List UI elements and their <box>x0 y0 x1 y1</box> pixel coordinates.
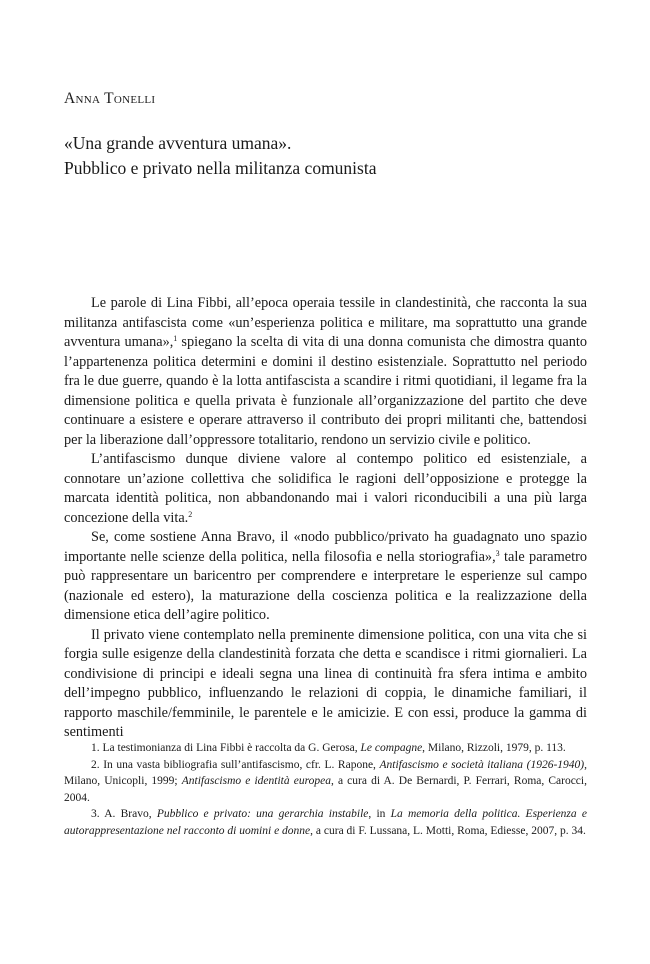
footnote-italic: La memoria della politica. Esperienza e autorappresentazione nel racconto di uomini e donne <box>64 808 587 837</box>
footnote-ref-1: 1 <box>173 334 178 343</box>
footnote-text: , a cura di F. Lussana, L. Motti, Roma, Ediesse, 2007, p. 34. <box>310 824 586 837</box>
footnote-text: 2. In una vasta bibliografia sull’antifascismo, cfr. L. Rapone, <box>91 758 380 771</box>
footnote-italic: Le compagne <box>360 742 423 754</box>
paragraph-text: Il privato viene contemplato nella preminente dimensione politica, con una vita che si forgia sulle esigenze della clandestinità forzata che detta e scandisce i ritmi giornalieri. La condivisione di principi e ideali segna una linea di continuità fra sfera intima e ambito dell’impegno pubblico, influenzando le relazioni di coppia, le dinamiche familiari, il rapporto maschile/femminile, le parentele e le amicizie. E con essi, produce la gamma di sentimenti <box>64 626 587 740</box>
paragraph <box>64 528 587 626</box>
footnote <box>64 757 587 807</box>
paragraph <box>64 294 587 450</box>
footnote-text: , in <box>368 808 391 820</box>
footnote-italic: Pubblico e privato: una gerarchia instabile <box>156 808 369 820</box>
footnote <box>64 806 587 839</box>
footnotes <box>64 740 587 839</box>
paragraph-text: Le parole di Lina Fibbi, all’epoca operaia tessile in clandestinità, che racconta la sua militanza antifascista come «un’esperienza politica e militare, ma soprattutto una grande avventura umana», <box>64 295 587 350</box>
footnote-text: , a cura di A. De Bernardi, P. Ferrari, Roma, Carocci, 2004. <box>64 775 587 804</box>
body-text <box>64 294 587 743</box>
author-name: Anna Tonelli <box>64 90 156 107</box>
paragraph-text: L’antifascismo dunque diviene valore al contempo politico ed esistenziale, a connotare un’azione collettiva che solidifica le ragioni dell’opposizione e protegge la marcata identità politica, non abbandonando mai i valori riconducibili a una più larga concezione della vita. <box>64 451 587 526</box>
chapter-title-line-1: «Una grande avventura umana». <box>64 133 292 153</box>
footnote-italic: Antifascismo e società italiana (1926-1940) <box>379 758 585 771</box>
footnote-ref-3: 3 <box>495 548 500 558</box>
footnote-italic: Antifascismo e identità europea <box>181 775 331 787</box>
paragraph-text: spiegano la scelta di vita di una donna comunista che dimostra quanto l’appartenenza politica determini e domini il destino esistenziale. Soprattutto nel periodo fra le due guerre, quando è la lotta antifascista a scandire i ritmi quotidiani, il legame fra la dimensione politica e quella privata è funzionale all’organizzazione del partito che deve continuare a esistere e operare attraverso il contributo dei propri militanti che, battendosi per la liberazione dall’oppressore totalitario, rendono un servizio civile e politico. <box>64 334 587 448</box>
footnote-text: , Milano, Unicopli, 1999; <box>64 758 587 787</box>
footnote-text: 3. A. Bravo, <box>91 808 157 820</box>
paragraph-text: Se, come sostiene Anna Bravo, il «nodo pubblico/privato ha guadagnato uno spazio importante nelle scienze della politica, nella filosofia e nella storiografia», <box>64 529 587 565</box>
footnote <box>64 740 587 757</box>
paragraph <box>64 450 587 528</box>
chapter-title <box>64 131 604 181</box>
paragraph <box>64 626 587 743</box>
footnote-text: 1. La testimonianza di Lina Fibbi è raccolta da G. Gerosa, <box>91 742 361 754</box>
footnote-ref-2: 2 <box>188 509 193 519</box>
chapter-title-line-2: Pubblico e privato nella militanza comunista <box>64 158 377 178</box>
paragraph-text: tale parametro può rappresentare un baricentro per comprendere e interpretare le esperienze sul campo (nazionale ed estero), la maturazione della coscienza politica e la realizzazione della dimensione etica dell’agire politico. <box>64 548 588 623</box>
footnote-text: , Milano, Rizzoli, 1979, p. 113. <box>422 742 566 754</box>
